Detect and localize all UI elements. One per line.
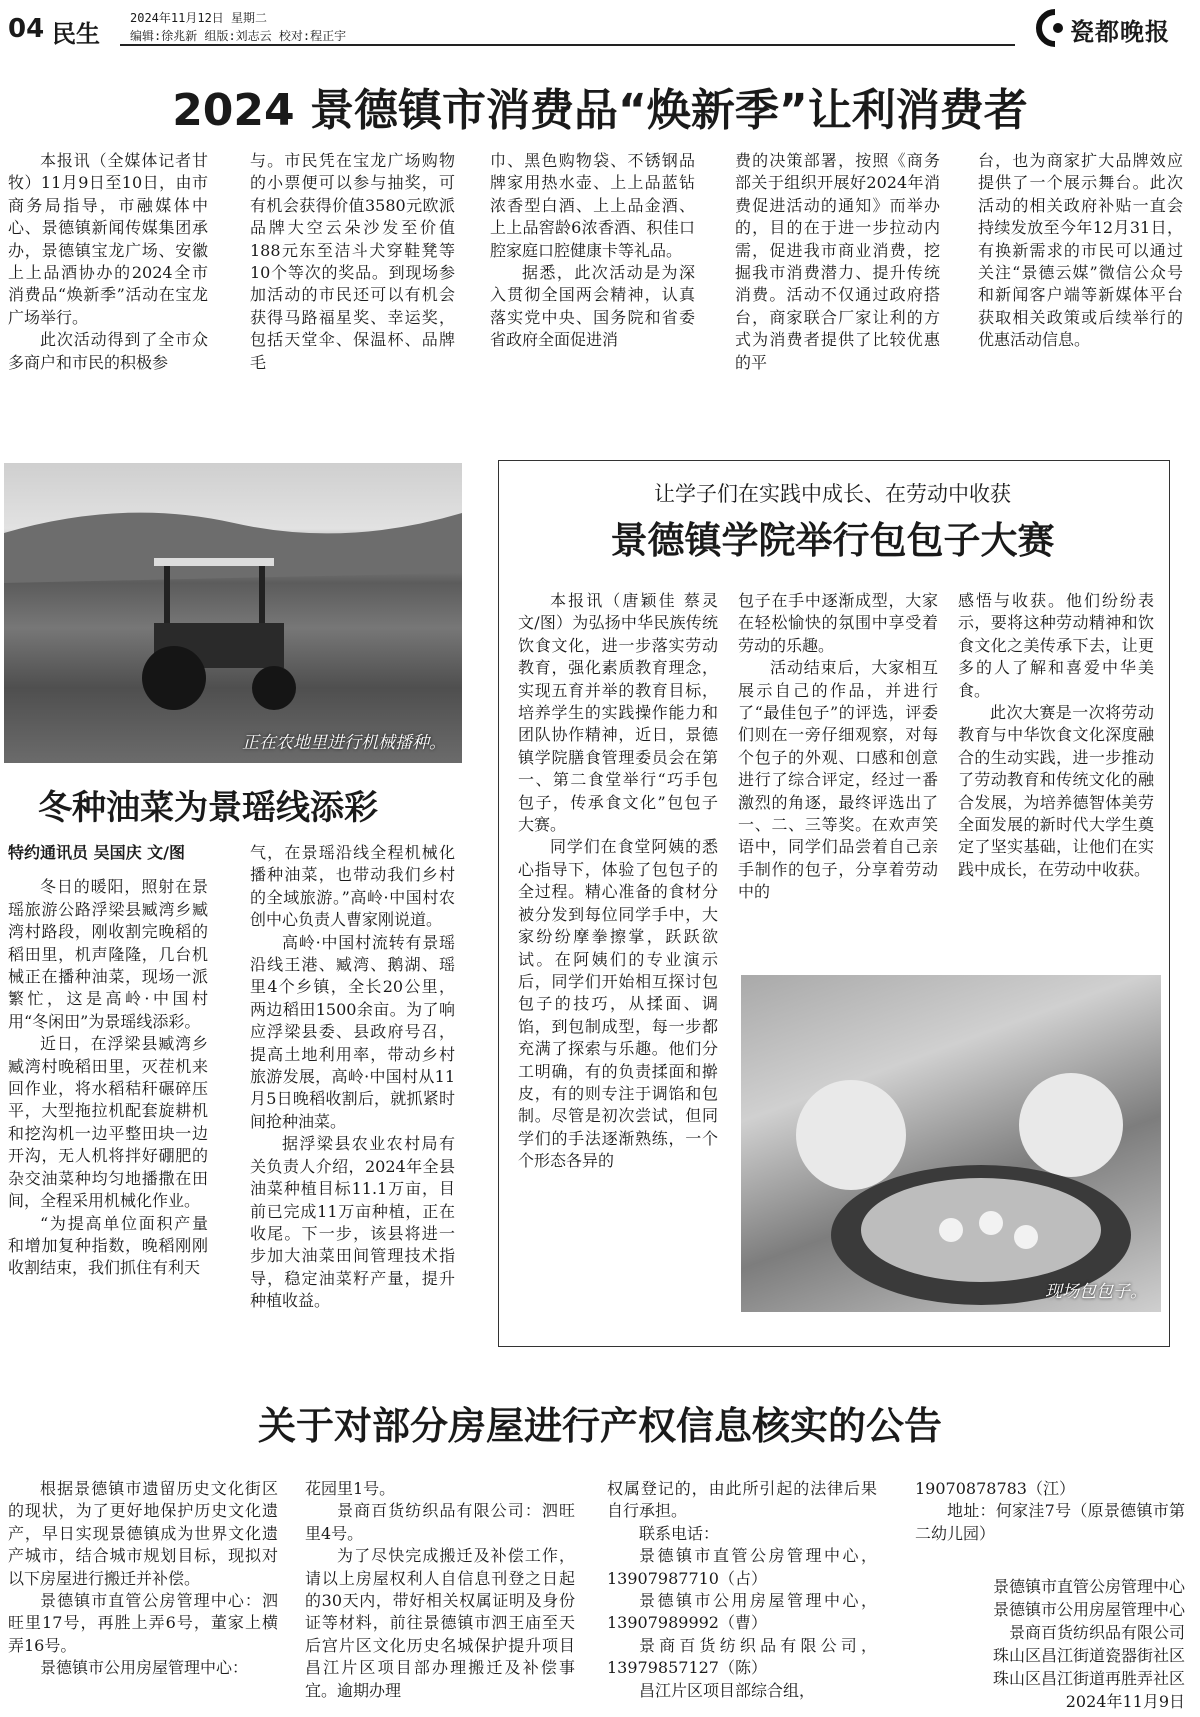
photo-caption: 现场包包子。 bbox=[1045, 1282, 1147, 1302]
notice-col4 bbox=[915, 1478, 1185, 1545]
paragraph: 包子在手中逐渐成型，大家在轻松愉快的氛围中享受着劳动的乐趣。 bbox=[738, 591, 938, 655]
paragraph: 为了尽快完成搬迁及补偿工作，请以上房屋权利人自信息刊登之日起的30天内，带好相关权属证明及身份证等材料，前往景德镇市泗王庙至天后宫片区文化历史名城保护提升项目昌江片区项目部办理搬迁及补偿事宜。逾期办理 bbox=[305, 1546, 575, 1700]
paragraph: 根据景德镇市遗留历史文化街区的现状，为了更好地保护历史文化遗产，早日实现景德镇成为世界文化遗产城市，结合城市规划目标，现拟对以下房屋进行搬迁并补偿。 bbox=[8, 1479, 278, 1588]
kicker-title: 让学子们在实践中成长、在劳动中收获 bbox=[654, 482, 1011, 506]
paragraph: 景德镇市直管公房管理中心：泗旺里17号，再胜上弄6号，董家上横弄16号。 bbox=[8, 1591, 278, 1655]
paragraph: 此次活动得到了全市众多商户和市民的积极参 bbox=[8, 330, 208, 372]
notice-signatures bbox=[915, 1575, 1185, 1713]
article1-col5 bbox=[978, 150, 1183, 352]
paragraph: 景德镇市公用房屋管理中心，13907989992（曹） bbox=[607, 1591, 877, 1633]
paragraph: 景德镇市直管公房管理中心，13907987710（占） bbox=[607, 1546, 877, 1588]
paragraph: 与。市民凭在宝龙广场购物的小票便可以参与抽奖，可有机会获得价值3580元欧派品牌大空云朵沙发至价值188元东至洁斗犬穿鞋凳等10个等次的奖品。到现场参加活动的市民还可以有机会获得马路福星奖、幸运奖，包括天堂伞、保温杯、品牌毛 bbox=[250, 151, 455, 372]
bun-making-photo bbox=[741, 975, 1161, 1312]
notice-col1 bbox=[8, 1478, 278, 1680]
paragraph: 本报讯（唐颖佳 蔡灵 文/图）为弘扬中华民族传统饮食文化，进一步落实劳动教育，强化素质教育理念，实现五育并举的教育目标，培养学生的实践操作能力和团队协作精神，近日，景德镇学院膳食管理委员会在第一、第二食堂举行“巧手包包子，传承食文化”包包子大赛。 bbox=[518, 591, 718, 835]
headline-bun-contest: 景德镇学院举行包包子大赛 bbox=[610, 519, 1055, 562]
headline-consumer-season: 2024 景德镇市消费品“焕新季”让利消费者 bbox=[172, 85, 1028, 136]
signatory: 珠山区昌江街道再胜弄社区 bbox=[992, 1669, 1185, 1688]
headline-notice: 关于对部分房屋进行产权信息核实的公告 bbox=[257, 1404, 942, 1448]
section-name: 民生 bbox=[52, 20, 100, 48]
notice-col2 bbox=[305, 1478, 575, 1702]
newspaper-name: 瓷都晚报 bbox=[1070, 17, 1170, 46]
masthead-rule bbox=[120, 44, 1015, 46]
photo-caption: 正在农地里进行机械播种。 bbox=[242, 733, 446, 753]
paragraph: 昌江片区项目部综合组， bbox=[639, 1680, 816, 1700]
paragraph: 冬日的暖阳，照射在景瑶旅游公路浮梁县臧湾乡臧湾村路段，刚收割完晚稻的稻田里，机声隆隆，几台机械正在播种油菜，现场一派繁忙，这是高岭·中国村用“冬闲田”为景瑶线添彩。 bbox=[8, 877, 208, 1031]
paragraph: 景商百货纺织品有限公司，13979857127（陈） bbox=[607, 1635, 877, 1678]
paragraph: 花园里1号。 bbox=[305, 1479, 396, 1498]
tractor-illustration bbox=[4, 463, 462, 763]
byline: 特约通讯员 吴国庆 文/图 bbox=[8, 843, 185, 862]
article1-col4 bbox=[735, 150, 940, 374]
paragraph: 权属登记的，由此所引起的法律后果自行承担。 bbox=[607, 1479, 877, 1521]
dateline: 2024年11月12日 星期二 bbox=[130, 11, 268, 25]
paragraph: 感悟与收获。他们纷纷表示，要将这种劳动精神和饮食文化之美传承下去，让更多的人了解和喜爱中华美食。 bbox=[958, 591, 1154, 700]
notice-col3 bbox=[607, 1478, 877, 1702]
article1-col3 bbox=[490, 150, 695, 352]
paragraph: 费的决策部署，按照《商务部关于组织开展好2024年消费促进活动的通知》而举办的，目的在于进一步拉动内需，促进我市商业消费，挖掘我市消费潜力、提升传统消费。活动不仅通过政府搭台，商家联合厂家让利的方式为消费者提供了比较优惠的平 bbox=[735, 151, 940, 372]
article3-col3 bbox=[958, 590, 1154, 881]
tractor-photo bbox=[4, 463, 462, 763]
article2-col1 bbox=[8, 842, 208, 1280]
paragraph: 台，也为商家扩大品牌效应提供了一个展示舞台。此次活动的相关政府补贴一直会持续发放至今年12月31日，有换新需求的市民可以通过关注“景德云媒”微信公众号和新闻客户端等新媒体平台获取相关政策或后续举行的优惠活动信息。 bbox=[978, 151, 1183, 350]
paragraph: 19070878783（江） bbox=[915, 1479, 1075, 1498]
paragraph: 本报讯（全媒体记者甘牧）11月9日至10日，由市商务局指导，市融媒体中心、景德镇新闻传媒集团承办，景德镇宝龙广场、安徽上上品酒协办的2024全市消费品“焕新季”活动在宝龙广场举行。 bbox=[8, 151, 208, 327]
paragraph: 据浮梁县农业农村局有关负责人介绍，2024年全县油菜种植目标11.1万亩，目前已完成11万亩种植，正在收尾。下一步，该县将进一步加大油菜田间管理技术指导，稳定油菜籽产量，提升种植收益。 bbox=[250, 1134, 455, 1311]
signatory: 景商百货纺织品有限公司 bbox=[1008, 1623, 1185, 1642]
paragraph: 近日，在浮梁县臧湾乡臧湾村晚稻田里，灭茬机来回作业，将水稻秸秆碾碎压平，大型拖拉机配套旋耕机和挖沟机一边平整田块一边开沟，无人机将拌好硼肥的杂交油菜种均匀地播撒在田间，全程采用机械化作业。 bbox=[8, 1034, 208, 1211]
notice-date: 2024年11月9日 bbox=[1065, 1692, 1185, 1711]
paragraph: 巾、黑色购物袋、不锈钢品牌家用热水壶、上上品蓝钻浓香型白酒、上上品金酒、上上品窖龄6浓香酒、积佳口腔家庭口腔健康卡等礼品。 bbox=[490, 151, 695, 260]
signatory: 景德镇市直管公房管理中心 bbox=[992, 1577, 1185, 1596]
signatory: 珠山区昌江街道瓷器街社区 bbox=[992, 1646, 1185, 1665]
signatory: 景德镇市公用房屋管理中心 bbox=[992, 1600, 1185, 1619]
article1-col1 bbox=[8, 150, 208, 374]
paragraph: 气，在景瑶沿线全程机械化播种油菜，也带动我们乡村的全域旅游。”高岭·中国村农创中心负责人曹家刚说道。 bbox=[250, 843, 455, 930]
paragraph: 此次大赛是一次将劳动教育与中华饮食文化深度融合的生动实践，进一步推动了劳动教育和传统文化的融合发展，为培养德智体美劳全面发展的新时代大学生奠定了坚实基础，让他们在实践中成长，在劳动中收获。 bbox=[958, 703, 1154, 879]
article3-col1 bbox=[518, 590, 718, 1173]
paragraph: 景德镇市公用房屋管理中心： bbox=[40, 1658, 249, 1678]
headline-rapeseed: 冬种油菜为景瑶线添彩 bbox=[38, 788, 378, 828]
paragraph: 同学们在食堂阿姨的悉心指导下，体验了包包子的全过程。精心准备的食材分被分发到每位同学手中，大家纷纷摩拳擦掌，跃跃欲试。在阿姨们的专业演示后，同学们开始相互探讨包包子的技巧，从揉面、调馅，到包制成型，每一步都充满了探索与乐趣。他们分工明确，有的负责揉面和擀皮，有的则专注于调馅和包制。尽管是初次尝试，但同学们的手法逐渐熟练，一个个形态各异的 bbox=[518, 837, 718, 1171]
paragraph: 联系电话： bbox=[639, 1523, 720, 1543]
paragraph: 地址：何家洼7号（原景德镇市第二幼儿园） bbox=[915, 1501, 1185, 1543]
paragraph: 据悉，此次活动是为深入贯彻全国两会精神，认真落实党中央、国务院和省委省政府全面促进消 bbox=[490, 263, 695, 350]
paragraph: 活动结束后，大家相互展示自己的作品，并进行了“最佳包子”的评选，评委们则在一旁仔细观察，对每个包子的外观、口感和创意进行了综合评定，经过一番激烈的角逐，最终评选出了一、二、三等奖。在欢声笑语中，同学们品尝着自己亲手制作的包子，分享着劳动中的 bbox=[738, 658, 938, 902]
paragraph: 高岭·中国村流转有景瑶沿线王港、臧湾、鹅湖、瑶里4个乡镇，全长20公里，两边稻田1500余亩。为了响应浮梁县委、县政府号召，提高土地利用率，带动乡村旅游发展，高岭·中国村从11月5日晚稻收割后，就抓紧时间抢种油菜。 bbox=[250, 932, 455, 1131]
editors-line: 编辑:徐兆新 组版:刘志云 校对:程正宇 bbox=[130, 29, 347, 43]
article2-col2 bbox=[250, 842, 455, 1313]
bun-making-illustration bbox=[741, 975, 1161, 1312]
article1-col2 bbox=[250, 150, 455, 374]
paragraph: “为提高单位面积产量和增加复种指数，晚稻刚刚收割结束，我们抓住有利天 bbox=[8, 1213, 208, 1278]
article3-col2 bbox=[738, 590, 938, 904]
page-number: 04 bbox=[8, 14, 45, 44]
paragraph: 景商百货纺织品有限公司：泗旺里4号。 bbox=[305, 1501, 575, 1543]
